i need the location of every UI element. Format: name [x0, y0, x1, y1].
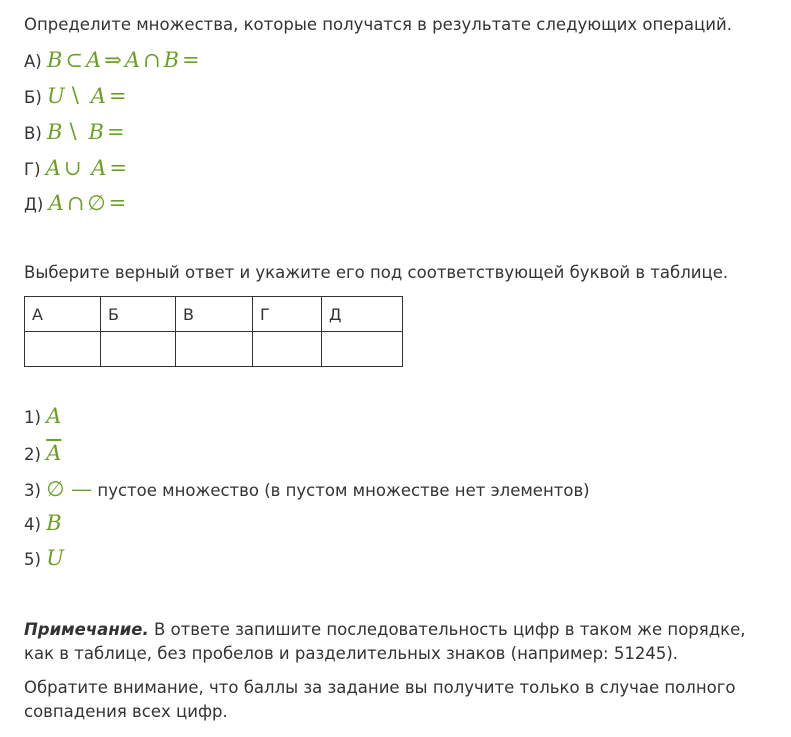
option-5 — [24, 547, 64, 571]
table-header-cell: В — [176, 297, 253, 332]
operation-expression: B ∖ B = — [47, 120, 125, 144]
operation-b — [24, 85, 130, 109]
operation-label: А) — [24, 52, 42, 71]
operation-label: В) — [24, 124, 42, 143]
option-math: B — [46, 511, 62, 535]
option-2 — [24, 442, 61, 466]
operation-label: Г) — [24, 160, 41, 179]
table-header-cell: Г — [253, 297, 322, 332]
answer-cell-a[interactable] — [25, 332, 101, 367]
option-1 — [24, 405, 61, 429]
option-label: 2) — [24, 445, 41, 464]
note-title: Примечание. — [24, 620, 149, 639]
operation-expression: U ∖ A = — [47, 84, 127, 108]
table-header-cell: Д — [322, 297, 403, 332]
task-instruction: Выберите верный ответ и укажите его под соответствующей буквой в таблице. — [24, 263, 729, 282]
table-header-cell: А — [25, 297, 101, 332]
operation-label: Б) — [24, 88, 42, 107]
attention-paragraph: Обратите внимание, что баллы за задание вы получите только в случае полного совпадения всех цифр. — [24, 678, 736, 721]
option-3 — [24, 478, 590, 502]
option-label: 5) — [24, 550, 41, 569]
answer-cell-d[interactable] — [322, 332, 403, 367]
operation-g — [24, 157, 130, 181]
answer-table — [24, 296, 403, 367]
table-header-cell: Б — [101, 297, 176, 332]
option-math: ∅ — — [46, 477, 93, 501]
option-text: пустое множество (в пустом множестве нет элементов) — [97, 481, 590, 500]
operation-expression: B ⊂ A ⇒ A ∩ B = — [46, 48, 200, 72]
answer-cell-b[interactable] — [101, 332, 176, 367]
answer-cell-g[interactable] — [253, 332, 322, 367]
option-math: $\overline{A}$ — [46, 441, 62, 465]
option-label: 3) — [24, 481, 41, 500]
answer-cell-v[interactable] — [176, 332, 253, 367]
operation-expression: A ∩ ∅ = — [48, 191, 127, 215]
table-header-row — [25, 297, 403, 332]
note-text: В ответе запишите последовательность цифр в таком же порядке, как в таблице, без пробелов и разделительных знаков (например: 51245). — [24, 620, 746, 663]
operation-expression: A ∪ A = — [45, 156, 127, 180]
task-intro: Определите множества, которые получатся в результате следующих операций. — [24, 15, 732, 34]
note-paragraph — [24, 618, 774, 666]
option-math: A — [46, 404, 62, 428]
operation-v — [24, 121, 128, 145]
operation-d — [24, 192, 129, 216]
operation-a — [24, 49, 203, 73]
option-label: 4) — [24, 515, 41, 534]
option-math: U — [46, 546, 64, 570]
option-label: 1) — [24, 408, 41, 427]
table-answer-row — [25, 332, 403, 367]
operation-label: Д) — [24, 195, 44, 214]
option-4 — [24, 512, 62, 536]
